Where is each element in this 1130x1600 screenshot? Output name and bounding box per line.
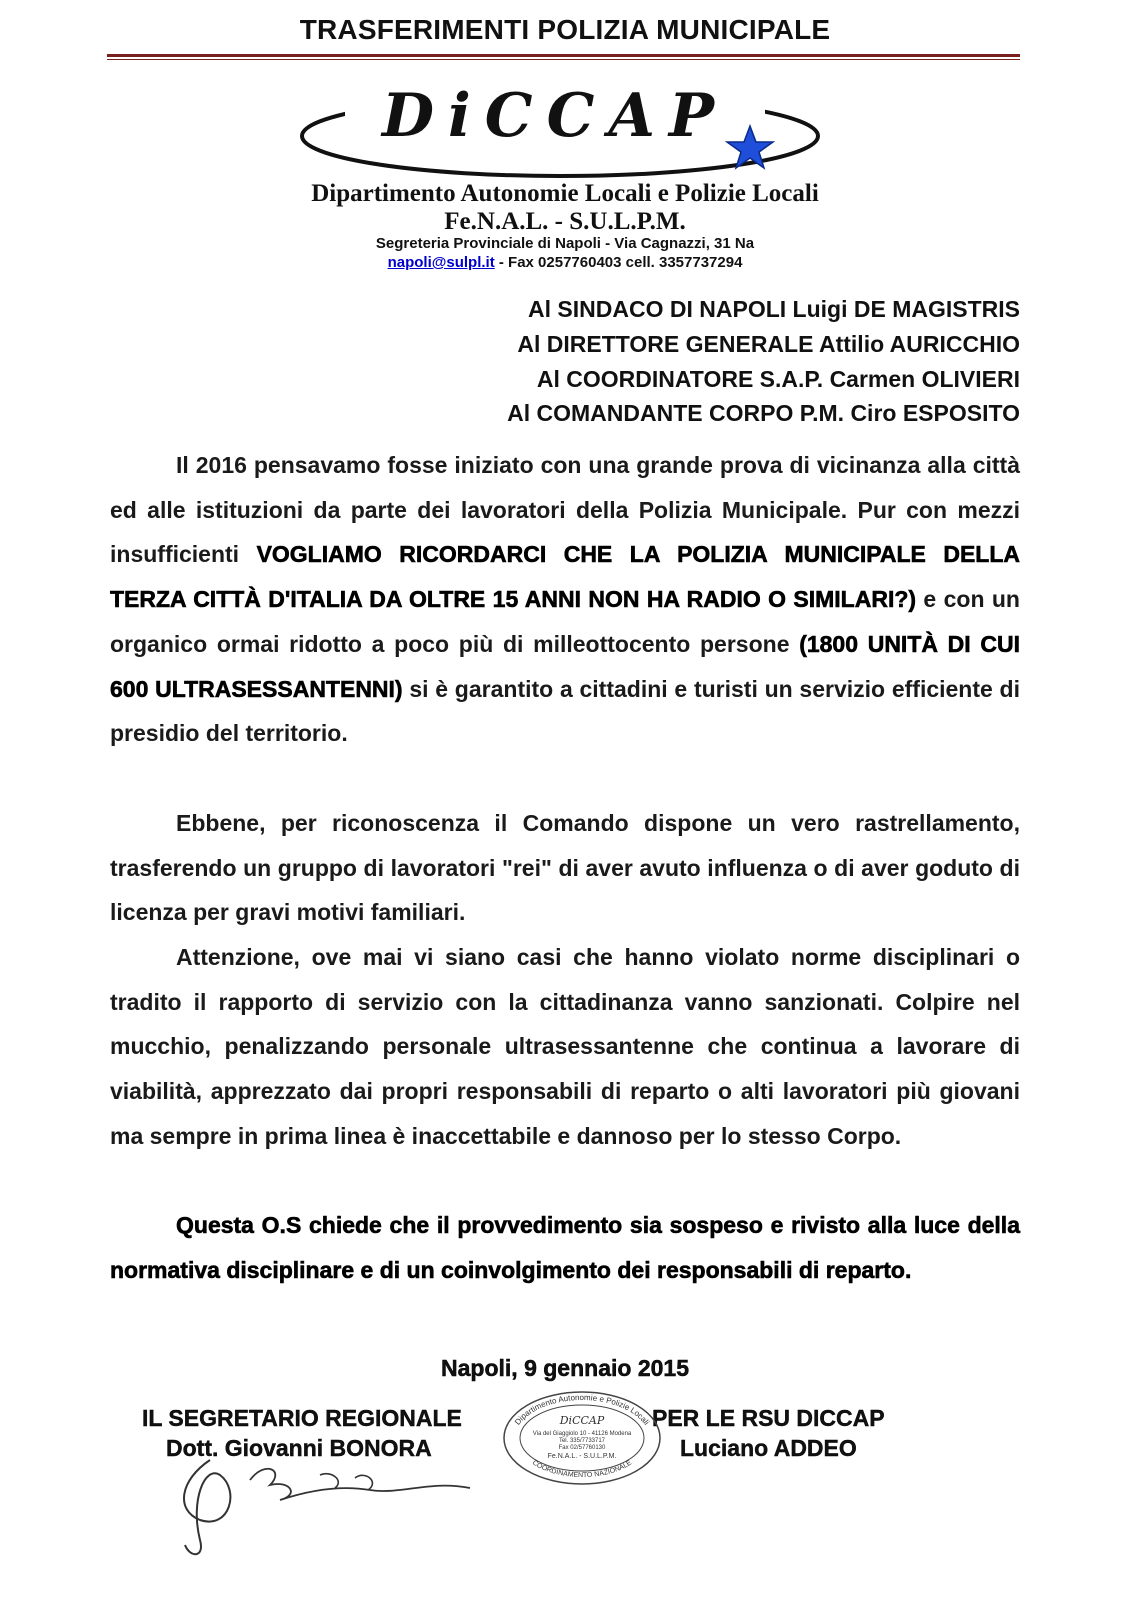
recipient-role: Al DIRETTORE GENERALE <box>517 331 814 357</box>
contact-numbers: - Fax 0257760403 cell. 3357737294 <box>494 254 743 271</box>
paragraph-1 <box>110 443 1020 756</box>
handwritten-signature <box>170 1440 500 1560</box>
signatory-name-right: Luciano ADDEO <box>680 1435 857 1461</box>
recipient-role: Al COMANDANTE CORPO P.M. <box>507 400 845 426</box>
emphasis-text: (1800 UNITÀ DI CUI 600 ULTRASESSANTENNI) <box>110 630 1020 702</box>
svg-text:COORDINAMENTO NAZIONALE <box>531 1459 633 1479</box>
paragraph-text: Attenzione, ove mai vi siano casi che hanno violato norme disciplinari o tradito il rapporto di servizio con la cittadinanza vanno sanzionati. Colpire nel mucchio, penalizzando personale ultrasessantenne che continua a lavorare di viabilità, apprezzato dai propri responsabili di reparto o alti lavoratori più giovani ma sempre in prima linea è inaccettabile e dannoso per lo stesso Corpo. <box>110 944 1020 1149</box>
email-link[interactable]: napoli@sulpl.it <box>387 254 495 271</box>
header-rule-thin <box>107 59 1020 60</box>
signatory-name-left: Dott. Giovanni BONORA <box>166 1435 432 1461</box>
paragraph-2 <box>110 801 1020 935</box>
recipient-line <box>517 331 1020 358</box>
recipient-name: Carmen OLIVIERI <box>829 366 1020 392</box>
signatory-title-right: PER LE RSU DICCAP <box>652 1405 885 1431</box>
document-title: TRASFERIMENTI POLIZIA MUNICIPALE <box>299 14 831 45</box>
recipient-name: Ciro ESPOSITO <box>850 400 1020 426</box>
letter-date: Napoli, 9 gennaio 2015 <box>441 1355 689 1381</box>
federation-name: Fe.N.A.L. - S.U.L.P.M. <box>444 208 686 235</box>
emphasis-text: VOGLIAMO RICORDARCI CHE LA POLIZIA MUNICIPALE DELLA TERZA CITTÀ D'ITALIA DA OLTRE 15 ANNI NON HA RADIO O SIMILARI?) <box>110 541 1020 613</box>
signatory-title-left: IL SEGRETARIO REGIONALE <box>142 1405 462 1431</box>
stamp-arc-top: Dipartimento Autonomie e Polizie Locali <box>513 1392 652 1427</box>
stamp-line: Fe.N.A.L. - S.U.L.P.M. <box>547 1453 617 1460</box>
paragraph-4 <box>110 1203 1020 1292</box>
recipient-name: Luigi DE MAGISTRIS <box>792 296 1020 322</box>
paragraph-text: Questa O.S chiede che il provvedimento sia sospeso e rivisto alla luce della normativa disciplinare e di un coinvolgimento dei responsabili di reparto. <box>110 1212 1020 1283</box>
paragraph-text: e con un organico ormai ridotto a poco più di milleottocento persone <box>110 586 1020 657</box>
paragraph-3 <box>110 935 1020 1159</box>
address-line: Segreteria Provinciale di Napoli - Via Cagnazzi, 31 Na <box>375 235 755 252</box>
official-stamp <box>500 1388 665 1488</box>
recipient-role: Al SINDACO DI NAPOLI <box>528 296 787 322</box>
header-rule-thick <box>107 54 1020 57</box>
recipient-name: Attilio AURICCHIO <box>818 331 1020 357</box>
contact-line <box>0 254 1130 271</box>
recipient-line <box>528 296 1020 323</box>
paragraph-text: si è garantito a cittadini e turisti un servizio efficiente di presidio del territorio. <box>110 675 1020 747</box>
logo-wordmark: DiCCAP <box>381 81 729 151</box>
stamp-line: Tel. 335/7733717 <box>558 1438 606 1444</box>
recipient-role: Al COORDINATORE S.A.P. <box>536 366 824 392</box>
stamp-center: DiCCAP <box>559 1414 605 1427</box>
recipient-line <box>537 366 1020 393</box>
recipient-line <box>507 400 1020 427</box>
stamp-line: Fax 02/57760130 <box>558 1445 606 1451</box>
paragraph-text: Ebbene, per riconoscenza il Comando dispone un vero rastrellamento, trasferendo un gruppo di lavoratori "rei" di aver avuto influenza o di aver goduto di licenza per gravi motivi familiari. <box>110 810 1020 926</box>
diccap-logo <box>285 78 845 188</box>
paragraph-text: Il 2016 pensavamo fosse iniziato con una grande prova di vicinanza alla città ed alle istituzioni da parte dei lavoratori della Polizia Municipale. Pur con mezzi insufficienti <box>110 452 1020 568</box>
department-name: Dipartimento Autonomie Locali e Polizie Locali <box>311 180 819 207</box>
stamp-line: Via del Giaggiolo 10 - 41126 Modena <box>532 1431 632 1437</box>
stamp-arc-bottom: COORDINAMENTO NAZIONALE <box>530 1459 634 1480</box>
